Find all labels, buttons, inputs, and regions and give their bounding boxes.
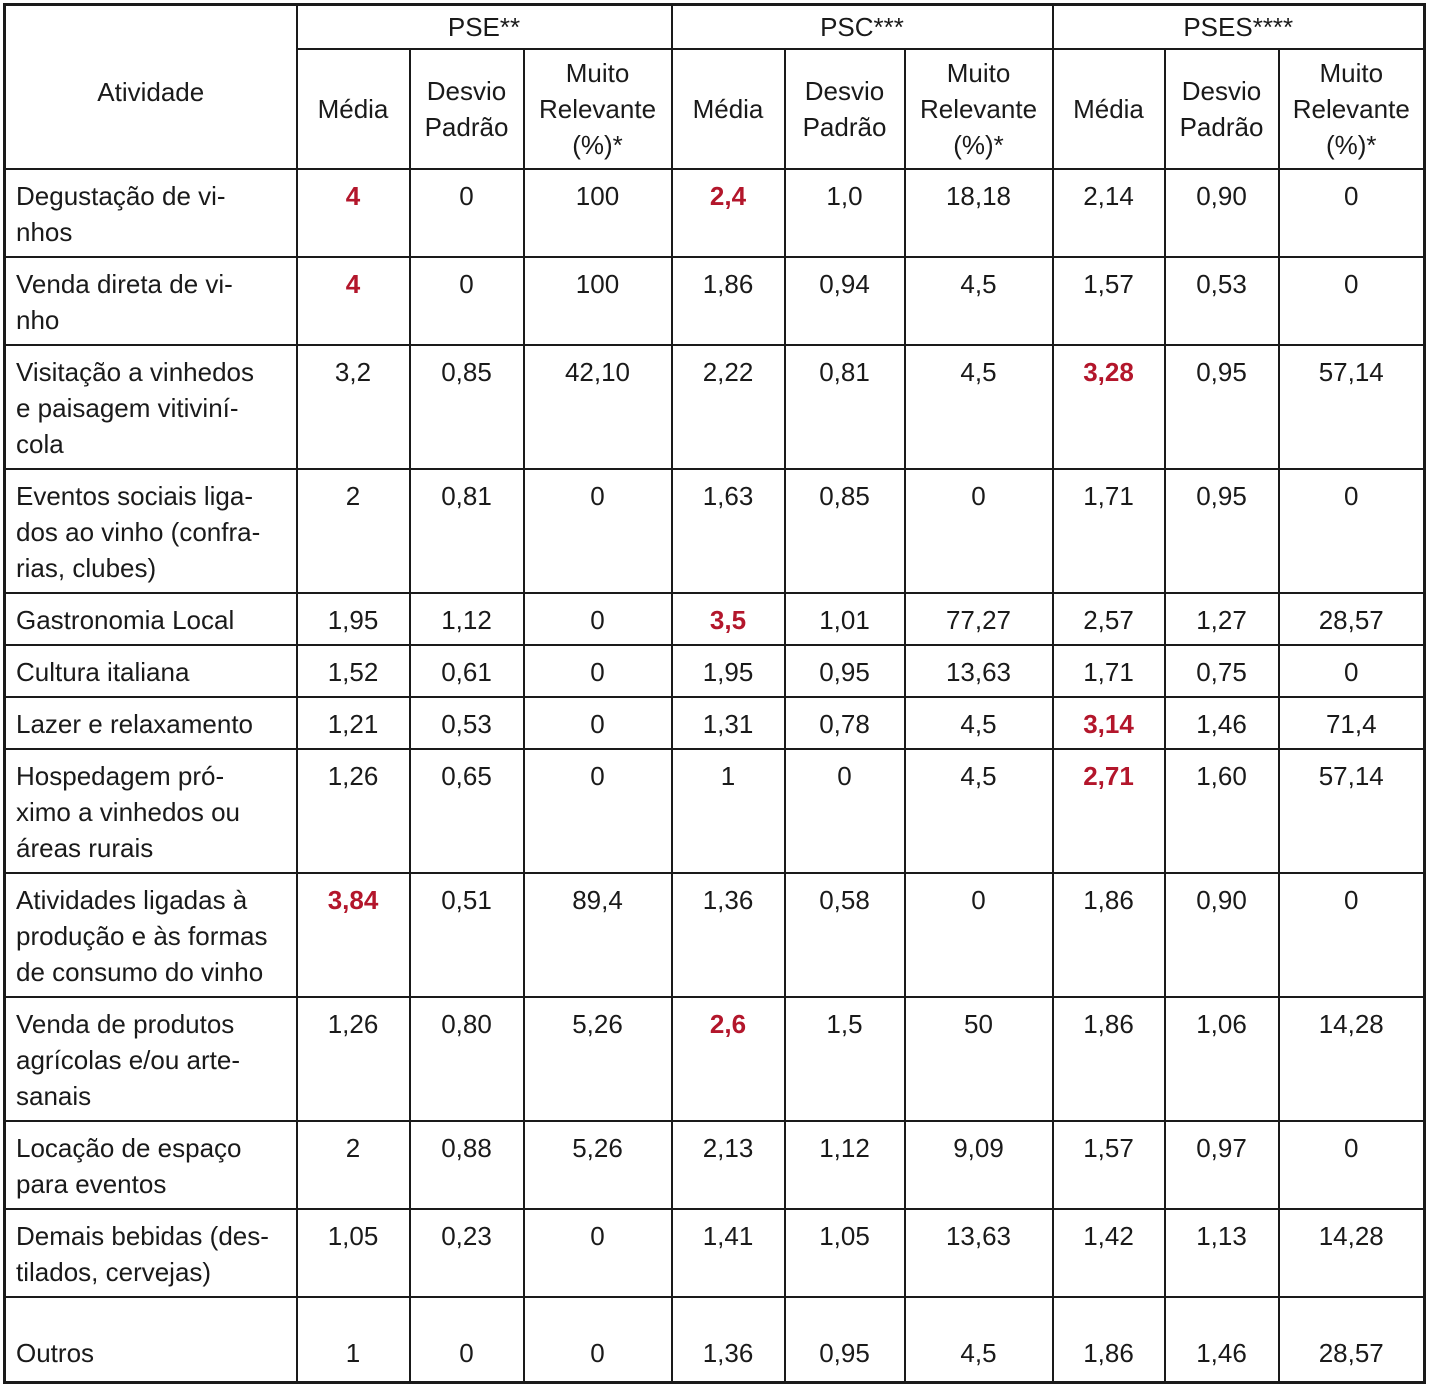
- value-cell: 1,06: [1165, 997, 1279, 1121]
- table-row: [5, 1209, 1425, 1297]
- value-cell: 1,01: [785, 593, 905, 645]
- value-cell: 0,81: [410, 469, 524, 593]
- activity-cell: Lazer e relaxamento: [5, 697, 297, 749]
- value-cell: 50: [905, 997, 1053, 1121]
- group-header-psc: PSC***: [672, 5, 1053, 50]
- value-cell: 0: [524, 1209, 672, 1297]
- group-header-pses: PSES****: [1053, 5, 1425, 50]
- value-cell: 0,78: [785, 697, 905, 749]
- value-cell: 0,61: [410, 645, 524, 697]
- table-row: [5, 257, 1425, 345]
- value-cell: 1,36: [672, 1297, 785, 1382]
- activity-header: Atividade: [5, 5, 297, 170]
- value-cell: 1,13: [1165, 1209, 1279, 1297]
- value-cell: 71,4: [1279, 697, 1425, 749]
- value-cell: 0: [1279, 873, 1425, 997]
- value-cell: 1,31: [672, 697, 785, 749]
- relevant-header-psc: Muito Relevante (%)*: [905, 49, 1053, 169]
- table-row: [5, 593, 1425, 645]
- value-cell: 1,86: [1053, 997, 1165, 1121]
- value-cell: 4: [297, 257, 410, 345]
- activity-cell: Atividades ligadas à produção e às formas de consumo do vinho: [5, 873, 297, 997]
- value-cell: 3,84: [297, 873, 410, 997]
- value-cell: 3,2: [297, 345, 410, 469]
- value-cell: 1,27: [1165, 593, 1279, 645]
- value-cell: 14,28: [1279, 1209, 1425, 1297]
- value-cell: 0,90: [1165, 873, 1279, 997]
- value-cell: 0: [905, 873, 1053, 997]
- table-row: [5, 645, 1425, 697]
- relevant-header-pse: Muito Relevante (%)*: [524, 49, 672, 169]
- value-cell: 18,18: [905, 169, 1053, 257]
- value-cell: 1,12: [410, 593, 524, 645]
- value-cell: 28,57: [1279, 593, 1425, 645]
- value-cell: 0: [905, 469, 1053, 593]
- table-row: [5, 1297, 1425, 1382]
- activity-cell: Hospedagem pró- ximo a vinhedos ou áreas rurais: [5, 749, 297, 873]
- value-cell: 1,52: [297, 645, 410, 697]
- value-cell: 0: [524, 749, 672, 873]
- value-cell: 0: [410, 1297, 524, 1382]
- value-cell: 1,71: [1053, 645, 1165, 697]
- value-cell: 0,85: [785, 469, 905, 593]
- value-cell: 0,95: [785, 1297, 905, 1382]
- value-cell: 57,14: [1279, 345, 1425, 469]
- group-header-pse: PSE**: [297, 5, 672, 50]
- activity-cell: Venda direta de vi- nho: [5, 257, 297, 345]
- table-row: [5, 997, 1425, 1121]
- value-cell: 1,86: [1053, 873, 1165, 997]
- table-row: [5, 873, 1425, 997]
- table-body: [5, 169, 1425, 1382]
- value-cell: 77,27: [905, 593, 1053, 645]
- mean-header-pses: Média: [1053, 49, 1165, 169]
- value-cell: 0: [1279, 257, 1425, 345]
- value-cell: 0: [1279, 1121, 1425, 1209]
- value-cell: 0,80: [410, 997, 524, 1121]
- value-cell: 1,26: [297, 997, 410, 1121]
- value-cell: 1,57: [1053, 1121, 1165, 1209]
- value-cell: 0: [1279, 469, 1425, 593]
- value-cell: 4,5: [905, 749, 1053, 873]
- value-cell: 2: [297, 469, 410, 593]
- value-cell: 28,57: [1279, 1297, 1425, 1382]
- value-cell: 0,81: [785, 345, 905, 469]
- value-cell: 1,71: [1053, 469, 1165, 593]
- value-cell: 0: [1279, 169, 1425, 257]
- value-cell: 5,26: [524, 997, 672, 1121]
- value-cell: 1,63: [672, 469, 785, 593]
- sd-header-psc: Desvio Padrão: [785, 49, 905, 169]
- value-cell: 2: [297, 1121, 410, 1209]
- mean-header-psc: Média: [672, 49, 785, 169]
- value-cell: 0: [785, 749, 905, 873]
- value-cell: 13,63: [905, 1209, 1053, 1297]
- value-cell: 0,94: [785, 257, 905, 345]
- value-cell: 0: [1279, 645, 1425, 697]
- value-cell: 0,58: [785, 873, 905, 997]
- mean-header-pse: Média: [297, 49, 410, 169]
- value-cell: 2,57: [1053, 593, 1165, 645]
- value-cell: 1,46: [1165, 1297, 1279, 1382]
- value-cell: 0: [410, 169, 524, 257]
- value-cell: 1,12: [785, 1121, 905, 1209]
- value-cell: 0,53: [410, 697, 524, 749]
- value-cell: 1: [672, 749, 785, 873]
- value-cell: 57,14: [1279, 749, 1425, 873]
- activity-cell: Cultura italiana: [5, 645, 297, 697]
- value-cell: 1,86: [1053, 1297, 1165, 1382]
- value-cell: 0: [524, 593, 672, 645]
- value-cell: 1,57: [1053, 257, 1165, 345]
- value-cell: 1,0: [785, 169, 905, 257]
- value-cell: 2,71: [1053, 749, 1165, 873]
- value-cell: 0,95: [785, 645, 905, 697]
- value-cell: 0,53: [1165, 257, 1279, 345]
- value-cell: 1,26: [297, 749, 410, 873]
- value-cell: 4: [297, 169, 410, 257]
- value-cell: 2,14: [1053, 169, 1165, 257]
- value-cell: 5,26: [524, 1121, 672, 1209]
- value-cell: 100: [524, 257, 672, 345]
- table-row: [5, 169, 1425, 257]
- value-cell: 0,75: [1165, 645, 1279, 697]
- value-cell: 0,95: [1165, 345, 1279, 469]
- value-cell: 1,41: [672, 1209, 785, 1297]
- value-cell: 2,13: [672, 1121, 785, 1209]
- value-cell: 0,95: [1165, 469, 1279, 593]
- value-cell: 0: [524, 697, 672, 749]
- value-cell: 0,97: [1165, 1121, 1279, 1209]
- relevant-header-pses: Muito Relevante (%)*: [1279, 49, 1425, 169]
- activity-cell: Demais bebidas (des- tilados, cervejas): [5, 1209, 297, 1297]
- activity-cell: Outros: [5, 1297, 297, 1382]
- value-cell: 2,22: [672, 345, 785, 469]
- table-row: [5, 697, 1425, 749]
- value-cell: 14,28: [1279, 997, 1425, 1121]
- value-cell: 42,10: [524, 345, 672, 469]
- value-cell: 0: [524, 469, 672, 593]
- value-cell: 1,42: [1053, 1209, 1165, 1297]
- value-cell: 1,21: [297, 697, 410, 749]
- activity-cell: Locação de espaço para eventos: [5, 1121, 297, 1209]
- value-cell: 2,4: [672, 169, 785, 257]
- value-cell: 1,46: [1165, 697, 1279, 749]
- sd-header-pse: Desvio Padrão: [410, 49, 524, 169]
- activity-cell: Gastronomia Local: [5, 593, 297, 645]
- value-cell: 0,88: [410, 1121, 524, 1209]
- value-cell: 13,63: [905, 645, 1053, 697]
- value-cell: 3,14: [1053, 697, 1165, 749]
- table-row: [5, 345, 1425, 469]
- value-cell: 0: [410, 257, 524, 345]
- value-cell: 1,95: [672, 645, 785, 697]
- value-cell: 0,51: [410, 873, 524, 997]
- value-cell: 0: [524, 1297, 672, 1382]
- value-cell: 0,90: [1165, 169, 1279, 257]
- results-table: [3, 3, 1426, 1384]
- value-cell: 1,05: [297, 1209, 410, 1297]
- value-cell: 3,28: [1053, 345, 1165, 469]
- value-cell: 1,05: [785, 1209, 905, 1297]
- activity-cell: Degustação de vi- nhos: [5, 169, 297, 257]
- activity-cell: Eventos sociais liga- dos ao vinho (confra- rias, clubes): [5, 469, 297, 593]
- value-cell: 100: [524, 169, 672, 257]
- value-cell: 0,65: [410, 749, 524, 873]
- value-cell: 1,86: [672, 257, 785, 345]
- value-cell: 4,5: [905, 1297, 1053, 1382]
- value-cell: 89,4: [524, 873, 672, 997]
- value-cell: 1: [297, 1297, 410, 1382]
- value-cell: 1,5: [785, 997, 905, 1121]
- value-cell: 1,36: [672, 873, 785, 997]
- table-row: [5, 469, 1425, 593]
- value-cell: 0,85: [410, 345, 524, 469]
- value-cell: 1,95: [297, 593, 410, 645]
- table-row: [5, 1121, 1425, 1209]
- value-cell: 4,5: [905, 345, 1053, 469]
- value-cell: 3,5: [672, 593, 785, 645]
- activity-cell: Venda de produtos agrícolas e/ou arte- sanais: [5, 997, 297, 1121]
- value-cell: 2,6: [672, 997, 785, 1121]
- value-cell: 4,5: [905, 257, 1053, 345]
- activity-cell: Visitação a vinhedos e paisagem vitiviní- cola: [5, 345, 297, 469]
- value-cell: 9,09: [905, 1121, 1053, 1209]
- value-cell: 1,60: [1165, 749, 1279, 873]
- value-cell: 0: [524, 645, 672, 697]
- value-cell: 4,5: [905, 697, 1053, 749]
- table-row: [5, 749, 1425, 873]
- value-cell: 0,23: [410, 1209, 524, 1297]
- sd-header-pses: Desvio Padrão: [1165, 49, 1279, 169]
